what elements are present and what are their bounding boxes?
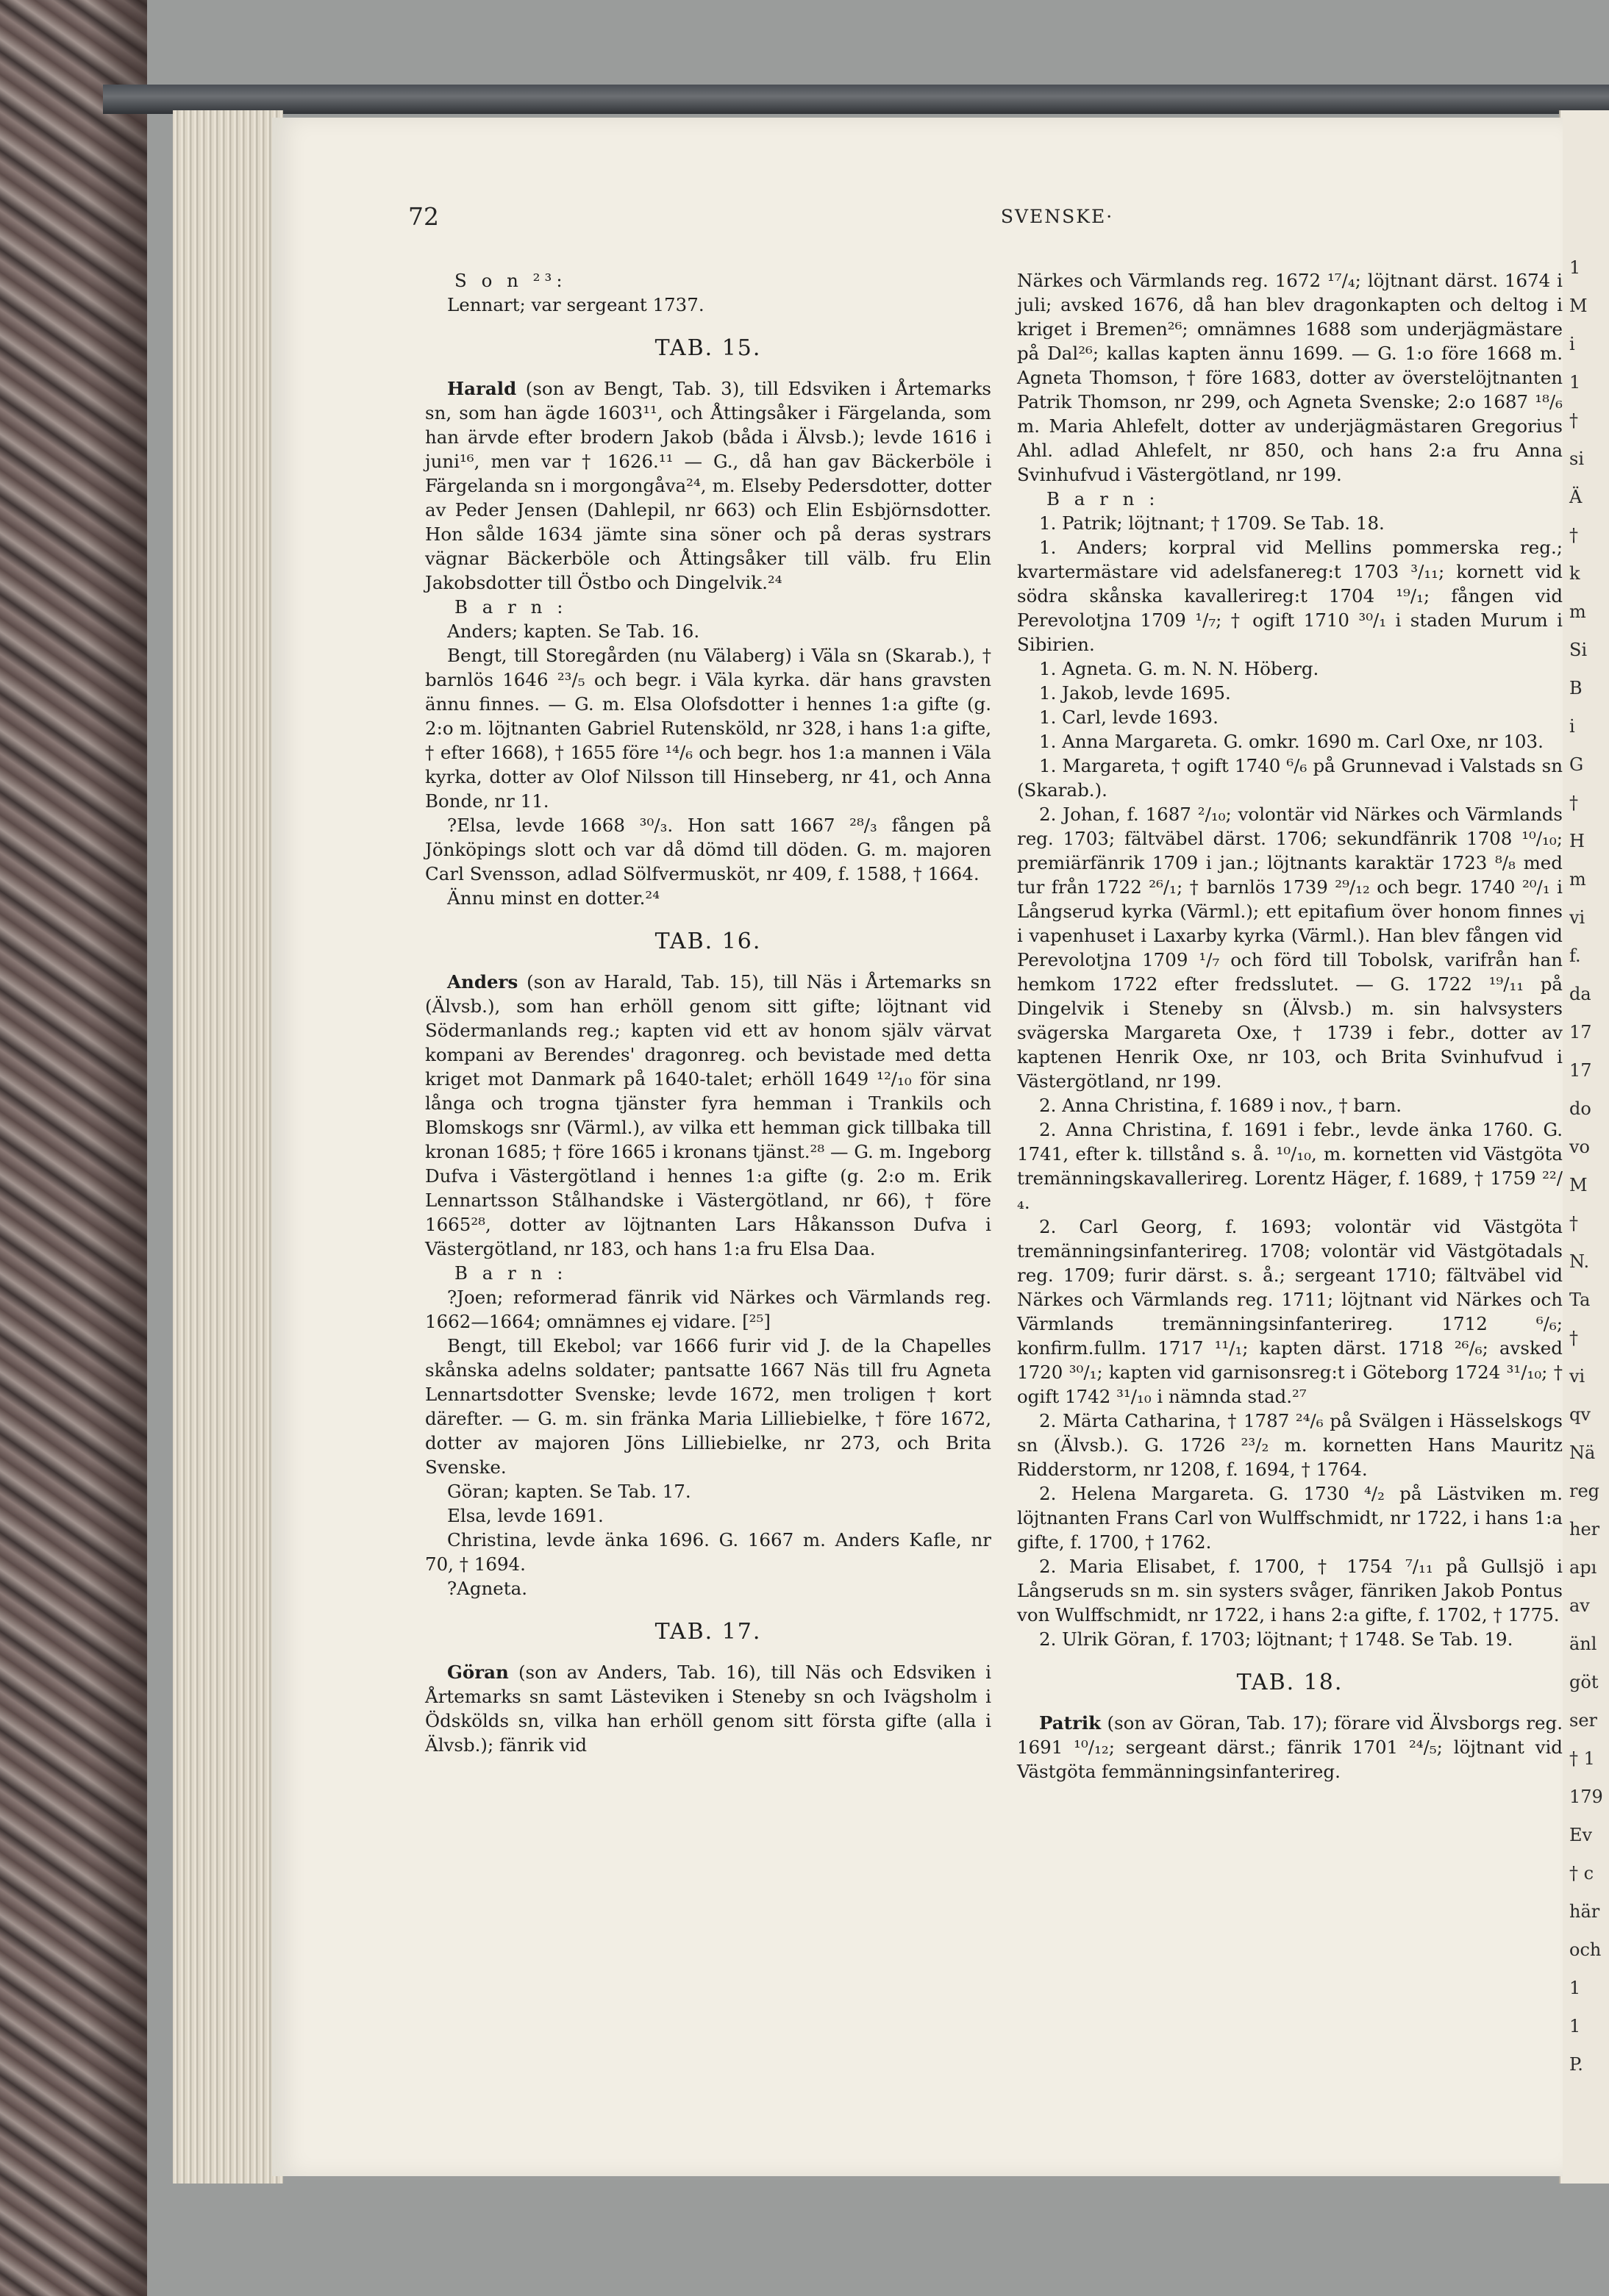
paragraph	[1017, 1711, 1563, 1784]
child-entry: ?Agneta.	[447, 1578, 528, 1599]
facing-page-fragment: Ev	[1569, 1825, 1593, 1845]
facing-page-fragment: G	[1569, 754, 1584, 775]
facing-page-fragment: 1	[1569, 372, 1581, 393]
facing-page-fragment: N.	[1569, 1251, 1590, 1272]
child-entry: 2. Anna Christina, f. 1691 i febr., levde änka 1760. G. 1741, efter k. tillstånd s. å. ¹⁰/₁₀, m. kornetten vid Västgöta tremänningskavallerireg. Lorentz Häger, f. 1689, † 1759 ²²/₄.	[1017, 1119, 1563, 1213]
child-entry: Göran; kapten. Se Tab. 17.	[447, 1481, 691, 1502]
child-entry: 1. Anna Margareta. G. omkr. 1690 m. Carl Oxe, nr 103.	[1039, 731, 1544, 752]
child-entry: ?Joen; reformerad fänrik vid Närkes och Värmlands reg. 1662—1664; omnämnes ej vidare. [²⁵]	[425, 1287, 991, 1332]
table-heading: TAB. 17.	[654, 1619, 762, 1645]
table-heading: TAB. 18.	[1236, 1670, 1344, 1695]
table-heading: TAB. 15.	[654, 335, 762, 361]
entry-name: Göran	[447, 1662, 509, 1683]
child-entry: 1. Carl, levde 1693.	[1039, 707, 1219, 728]
entry-text: (son av Anders, Tab. 16), till Näs och Edsviken i Årtemarks sn samt Lästeviken i Steneby sn och Ivägsholm i Ödskölds sn, vilka han erhöll genom sitt första gifte (alla i Älvsb.); fänrik vid	[425, 1662, 991, 1756]
entry-name: Harald	[447, 378, 517, 399]
entry-text: (son av Bengt, Tab. 3), till Edsviken i Årtemarks sn, som han ägde 1603¹¹, och Åttingsåker i Färgelanda, som han ärvde efter brodern Jakob (båda i Älvsb.); levde 1616 i juni¹⁶, men var † 1626.¹¹ — G., då han gav Bäckerböle i Färgelanda sn i morgongåva²⁴, m. Elseby Pedersdotter, dotter av Peder Jensen (Dahlepil, nr 663) och Elin Esbjörnsdotter. Hon sålde 1634 jämte sina söner och på deras systrars vägnar Bäckerböle och Åttingsåker till välb. fru Elin Jakobsdotter till Östbo och Dingelvik.²⁴	[425, 378, 991, 593]
facing-page-fragment: H	[1569, 831, 1585, 851]
section-label: B a r n :	[1046, 488, 1160, 509]
child-entry: 2. Anna Christina, f. 1689 i nov., † barn.	[1039, 1095, 1402, 1116]
facing-page-fragment: †	[1569, 410, 1578, 431]
paragraph	[425, 1660, 991, 1757]
child-entry: 1. Anders; korpral vid Mellins pommerska reg.; kvartermästare vid adelsfanereg:t 1703 ³/₁₁; kornett vid södra skånska kavallerireg:t 1704 ¹⁹/₁; fången vid Perevolotjna 1709 ¹/₇; † ogift 1710 ³⁰/₁ i staden Murum i Sibirien.	[1017, 537, 1563, 655]
child-entry: ?Elsa, levde 1668 ³⁰/₃. Hon satt 1667 ²⁸/₃ fången på Jönköpings slott och var då dömd till döden. G. m. majoren Carl Svensson, adlad Sölfvermusköt, nr 409, f. 1588, † 1664.	[425, 815, 991, 884]
entry-text: (son av Göran, Tab. 17); förare vid Älvsborgs reg. 1691 ¹⁰/₁₂; sergeant därst.; fänrik 1701 ²⁴/₅; löjtnant vid Västgöta femmänningsinfanterireg.	[1017, 1712, 1563, 1782]
facing-page-fragment: här	[1569, 1901, 1600, 1922]
facing-page-fragment: her	[1569, 1519, 1600, 1539]
facing-page-fragment: P.	[1569, 2054, 1583, 2075]
child-entry: Anders; kapten. Se Tab. 16.	[447, 621, 700, 642]
section-label: S o n ²³:	[454, 270, 567, 291]
facing-page-fragment: vi	[1569, 1366, 1585, 1387]
entry-name: Anders	[447, 971, 518, 993]
running-head: SVENSKE·	[1000, 206, 1114, 227]
child-entry: 2. Ulrik Göran, f. 1703; löjtnant; † 1748. Se Tab. 19.	[1039, 1628, 1513, 1650]
facing-page-fragment: Nä	[1569, 1442, 1596, 1463]
facing-page-fragment: M	[1569, 296, 1588, 316]
facing-page-fragment: qv	[1569, 1404, 1591, 1425]
facing-page-fragment: 1	[1569, 2016, 1581, 2036]
entry-text: (son av Harald, Tab. 15), till Näs i Årtemarks sn (Älvsb.), som han erhöll genom sitt gifte; löjtnant vid Södermanlands reg.; kapten vid ett av honom själv värvat kompani av Berendes' dragonreg. och bevistade med detta kriget mot Danmark på 1640-talet; erhöll 1649 ¹²/₁₀ för sina långa och trogna tjänster fyra hemman i Trankils och Blomskogs snr (Värml.), av vilka ett hemman gick tillbaka till kronan 1685; † före 1665 i kronans tjänst.²⁸ — G. m. Ingeborg Dufva i Västergötland i hennes 1:a gifte (g. 2:o m. Erik Lennartsson Stålhandske i Västergötland, nr 66), † före 1665²⁸, dotter av löjtnanten Lars Håkansson Dufva i Västergötland, nr 183, och hans 1:a fru Elsa Daa.	[425, 971, 991, 1259]
facing-page-fragment: †	[1569, 1213, 1578, 1234]
child-entry: 2. Johan, f. 1687 ²/₁₀; volontär vid Närkes och Värmlands reg. 1703; fältväbel därst. 1706; sekundfänrik 1708 ¹⁰/₁₀; premiärfänrik 1709 i jan.; löjtnants karaktär 1723 ⁸/₈ med tur från 1722 ²⁶/₁; † barnlös 1739 ²⁹/₁₂ och begr. 1740 ²⁰/₁ i Långserud kyrka (Värml.); ett epitafium över honom finnes i vapenhuset i Laxarby kyrka (Värml.). Han blev fången vid Perevolotjna 1709 ¹/₇ och förd till Tobolsk, varifrån han hemkom 1722 efter fredsslutet. — G. 1722 ¹⁹/₁₁ på Dingelvik i Steneby sn (Älvsb.) m. sin halvsysters svägerska Margareta Oxe, † 1739 i febr., dotter av kaptenen Henrik Oxe, nr 103, och Brita Svinhufvud i Västergötland, nr 199.	[1017, 804, 1563, 1092]
facing-page-fragment: † 1	[1569, 1748, 1595, 1769]
facing-page-edge	[1559, 110, 1609, 2184]
child-entry: 1. Margareta, † ogift 1740 ⁶/₆ på Grunnevad i Valstads sn (Skarab.).	[1017, 755, 1563, 801]
facing-page-fragment: i	[1569, 334, 1575, 354]
book-page	[272, 118, 1563, 2176]
facing-page-fragment: B	[1569, 678, 1583, 698]
facing-page-fragment: apı	[1569, 1557, 1597, 1578]
page-stack-edges	[173, 110, 283, 2184]
facing-page-fragment: m	[1569, 869, 1586, 890]
child-entry: Bengt, till Ekebol; var 1666 furir vid J. de la Chapelles skånska adelns soldater; pantsatte 1667 Näs till fru Agneta Lennartsdotter Svenske; levde 1672, men troligen † kort därefter. — G. m. sin fränka Maria Lilliebielke, † före 1672, dotter av majoren Jöns Lilliebielke, nr 273, och Brita Svenske.	[425, 1335, 991, 1478]
facing-page-fragment: †	[1569, 525, 1578, 546]
facing-page-fragment: reg	[1569, 1481, 1600, 1501]
facing-page-fragment: Si	[1569, 640, 1588, 660]
child-entry: 2. Carl Georg, f. 1693; volontär vid Västgöta tremänningsinfanterireg. 1708; volontär vid Västgötadals reg. 1709; furir därst. s. å.; sergeant 1710; fältväbel vid Närkes och Värmlands reg. 1711; löjtnant vid Närkes och Värmlands tremänningsinfanterireg. 1712 ⁶/₆; konfirm.fullm. 1717 ¹¹/₁; kapten därst. 1718 ²⁶/₆; avsked 1720 ³⁰/₁; kapten vid garnisonsreg:t i Göteborg 1724 ³¹/₁₀; † ogift 1742 ³¹/₁₀ i nämnda stad.²⁷	[1017, 1216, 1563, 1407]
section-label: B a r n :	[454, 596, 568, 618]
section-label: B a r n :	[454, 1262, 568, 1284]
child-entry: 2. Märta Catharina, † 1787 ²⁴/₆ på Svälgen i Hässelskogs sn (Älvsb.). G. 1726 ²³/₂ m. kornetten Hans Mauritz Ridderstorm, nr 1208, f. 1694, † 1764.	[1017, 1410, 1563, 1480]
facing-page-fragment: do	[1569, 1098, 1591, 1119]
child-entry: 1. Patrik; löjtnant; † 1709. Se Tab. 18.	[1039, 512, 1385, 534]
book-spine-top	[103, 85, 1609, 114]
entry-name: Patrik	[1039, 1712, 1102, 1734]
facing-page-fragment: †	[1569, 793, 1578, 813]
child-entry: Elsa, levde 1691.	[447, 1505, 604, 1526]
child-entry: Ännu minst en dotter.²⁴	[447, 887, 660, 909]
facing-page-fragment: Ä	[1569, 487, 1583, 507]
facing-page-fragment: 179	[1569, 1787, 1603, 1807]
facing-page-fragment: Ta	[1569, 1290, 1591, 1310]
paragraph	[425, 376, 991, 595]
facing-page-fragment: 1	[1569, 257, 1581, 278]
facing-page-fragment: si	[1569, 448, 1584, 469]
facing-page-fragment: m	[1569, 601, 1586, 622]
facing-page-fragment: † c	[1569, 1863, 1594, 1884]
facing-page-fragment: 17	[1569, 1060, 1592, 1081]
child-entry: 2. Helena Margareta. G. 1730 ⁴/₂ på Lästviken m. löjtnanten Frans Carl von Wulffschmidt, nr 1722, i hans 1:a gifte, f. 1700, † 1762.	[1017, 1483, 1563, 1553]
facing-page-fragment: och	[1569, 1939, 1602, 1960]
facing-page-fragment: †	[1569, 1328, 1578, 1348]
facing-page-fragment: i	[1569, 716, 1575, 737]
child-entry: 2. Maria Elisabet, f. 1700, † 1754 ⁷/₁₁ på Gullsjö i Långseruds sn m. sin systers svåger, fänriken Jakob Pontus von Wulffschmidt, nr 1722, i hans 2:a gifte, f. 1702, † 1775.	[1017, 1556, 1563, 1626]
paragraph	[425, 970, 991, 1261]
facing-page-fragment: vo	[1569, 1137, 1591, 1157]
child-entry: 1. Jakob, levde 1695.	[1039, 682, 1231, 704]
facing-page-fragment: 17	[1569, 1022, 1592, 1043]
child-entry: 1. Agneta. G. m. N. N. Höberg.	[1039, 658, 1319, 679]
child-entry: Christina, levde änka 1696. G. 1667 m. Anders Kafle, nr 70, † 1694.	[425, 1529, 991, 1575]
facing-page-fragment: vi	[1569, 907, 1585, 928]
child-entry: Lennart; var sergeant 1737.	[447, 294, 704, 315]
facing-page-fragment: 1	[1569, 1978, 1581, 1998]
facing-page-fragment: da	[1569, 984, 1591, 1004]
facing-page-fragment: f.	[1569, 945, 1581, 966]
left-column	[425, 268, 991, 1757]
paragraph: Närkes och Värmlands reg. 1672 ¹⁷/₄; löjtnant därst. 1674 i juli; avsked 1676, då han blev dragonkapten och deltog i kriget i Bremen²⁶; omnämnes 1688 som underjägmästare på Dal²⁶; kallas kapten ännu 1699. — G. 1:o före 1668 m. Agneta Thomson, † före 1683, dotter av överstelöjtnanten Patrik Thomson, nr 299, och Agneta Svenske; 2:o 1687 ¹⁸/₆ m. Maria Ahlefelt, dotter av underjägmästaren Gregorius Ahl. adlad Ahlefelt, nr 850, och hans 2:a fru Anna Svinhufvud i Västergötland, nr 199.	[1017, 270, 1563, 485]
child-entry: Bengt, till Storegården (nu Välaberg) i Väla sn (Skarab.), † barnlös 1646 ²³/₅ och begr. i Väla kyrka. där hans gravsten ännu finnes. — G. m. Elsa Olofsdotter i hennes 1:a gifte (g. 2:o m. löjtnanten Gabriel Rutensköld, nr 328, i hans 1:a gifte, † efter 1668), † 1655 före ¹⁴/₆ och begr. hos 1:a mannen i Väla kyrka, dotter av Olof Nilsson till Hinseberg, nr 41, och Anna Bonde, nr 11.	[425, 645, 991, 812]
book-edge-shadow	[0, 0, 147, 2296]
facing-page-fragment: göt	[1569, 1672, 1599, 1692]
table-heading: TAB. 16.	[654, 929, 762, 954]
facing-page-fragment: änl	[1569, 1634, 1597, 1654]
facing-page-fragment: ser	[1569, 1710, 1597, 1731]
page-number: 72	[408, 202, 439, 231]
right-column	[1017, 268, 1563, 1784]
facing-page-fragment: k	[1569, 563, 1580, 584]
facing-page-fragment: av	[1569, 1595, 1590, 1616]
facing-page-fragment: M	[1569, 1175, 1588, 1195]
